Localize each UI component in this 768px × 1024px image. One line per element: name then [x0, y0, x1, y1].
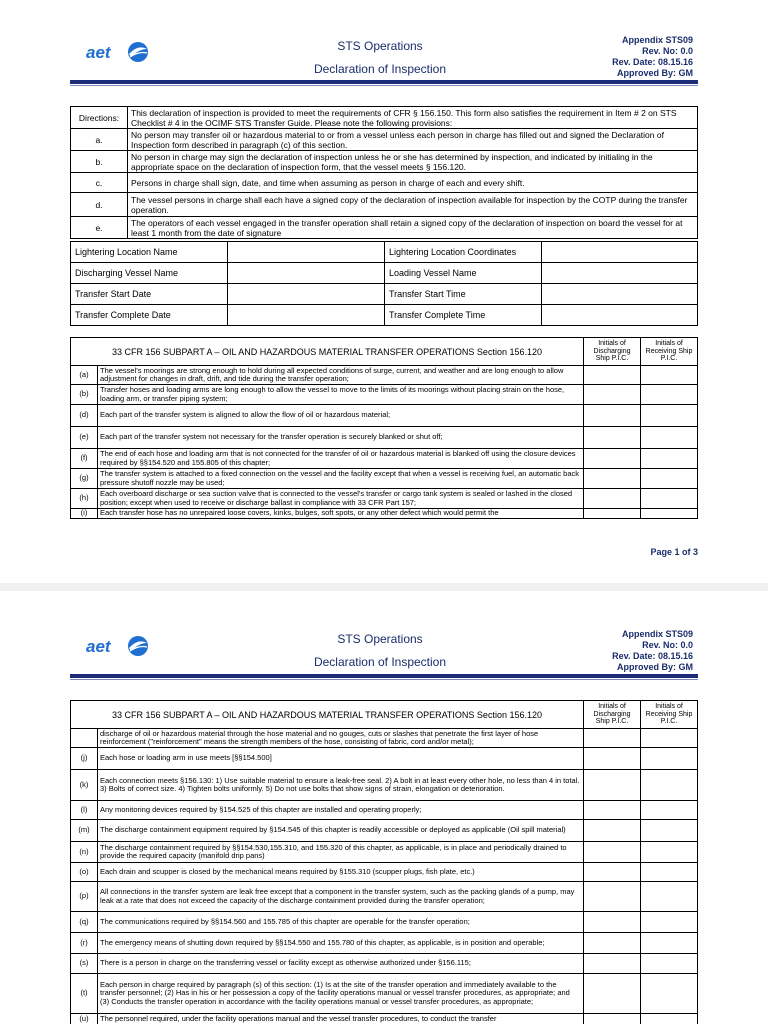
initials-cell[interactable] [584, 912, 641, 933]
header-title: STS Operations [337, 632, 423, 646]
direction-letter: c. [71, 173, 128, 193]
initials-cell[interactable] [641, 729, 698, 748]
initials-cell[interactable] [584, 974, 641, 1014]
initials-cell[interactable] [584, 1014, 641, 1024]
checklist-table-p1 [70, 337, 698, 519]
initials-cell[interactable] [584, 882, 641, 912]
item-text: discharge of oil or hazardous material through the hose material and no gouges, cuts or slashes that penetrate the first layer of hose reinforcement ("reinforcement" means the strength members of the hose, consisting of fabric, cord and/or metal); [98, 729, 584, 748]
initials-cell[interactable] [641, 405, 698, 427]
item-letter: (o) [71, 863, 98, 882]
initials-cell[interactable] [641, 449, 698, 469]
rev-date: Rev. Date: 08.15.16 [612, 651, 693, 661]
header-subtitle: Declaration of Inspection [313, 62, 447, 76]
initials-cell[interactable] [584, 469, 641, 489]
item-text: The communications required by §§154.560 and 155.785 of this chapter are operable for the transfer operation; [98, 912, 584, 933]
info-field[interactable] [542, 305, 698, 326]
info-field[interactable] [542, 284, 698, 305]
initials-cell[interactable] [584, 366, 641, 385]
initials-cell[interactable] [584, 801, 641, 820]
item-text: The transfer system is attached to a fixed connection on the vessel and the facility except that when a vessel is receiving fuel, an automatic back pressure shutoff nozzle may be used; [98, 469, 584, 489]
col-receiving-pic: Initials of Receiving Ship P.I.C. [641, 338, 698, 366]
initials-cell[interactable] [584, 385, 641, 405]
info-label: Transfer Start Time [385, 284, 542, 305]
header-rule-thin [70, 679, 698, 680]
doc-meta [612, 629, 693, 673]
approved-by: Approved By: GM [616, 662, 693, 672]
initials-cell[interactable] [641, 933, 698, 954]
item-letter: (u) [71, 1014, 98, 1024]
initials-cell[interactable] [641, 509, 698, 519]
item-text: Transfer hoses and loading arms are long enough to allow the vessel to move to the limits of its moorings without placing strain on the hose, loading arm, or transfer piping system; [98, 385, 584, 405]
initials-cell[interactable] [641, 974, 698, 1014]
initials-cell[interactable] [641, 842, 698, 863]
direction-letter: e. [71, 217, 128, 239]
direction-letter: b. [71, 151, 128, 173]
item-text: All connections in the transfer system are leak free except that a component in the transfer system, such as the packing glands of a pump, may leak at a rate that does not exceed the capacity of the discharge containment provided during the transfer operation; [98, 882, 584, 912]
checklist-table-p2 [70, 700, 698, 1024]
initials-cell[interactable] [584, 449, 641, 469]
item-letter: (j) [71, 748, 98, 770]
info-field[interactable] [542, 263, 698, 284]
header-rule [70, 80, 698, 84]
item-letter: (g) [71, 469, 98, 489]
direction-text: No person in charge may sign the declaration of inspection unless he or she has determined by inspection, and indicated by initialing in the appropriate space on the declaration of inspection form, that the vessel meets § 156.120. [128, 151, 698, 173]
info-label: Transfer Complete Time [385, 305, 542, 326]
initials-cell[interactable] [641, 1014, 698, 1024]
doc-meta [612, 35, 693, 79]
direction-text: No person may transfer oil or hazardous material to or from a vessel unless each person in charge has filled out and signed the Declaration of Inspection form described in paragraph (c) of this section. [128, 129, 698, 151]
directions-table [70, 106, 698, 239]
header-rule-thin [70, 85, 698, 86]
directions-intro: This declaration of inspection is provided to meet the requirements of CFR § 156.150. This form also satisfies the requirement in Item # 2 on STS Checklist # 4 in the OCIMF STS Transfer Guide. Please note the following provisions: [128, 107, 698, 129]
col-receiving-pic: Initials of Receiving Ship P.I.C. [641, 701, 698, 729]
directions-label: Directions: [71, 107, 128, 129]
initials-cell[interactable] [641, 427, 698, 449]
item-letter: (e) [71, 427, 98, 449]
initials-cell[interactable] [641, 489, 698, 509]
rev-no: Rev. No: 0.0 [642, 46, 693, 56]
item-letter: (m) [71, 820, 98, 842]
item-text: Each transfer hose has no unrepaired loose covers, kinks, bulges, soft spots, or any other defect which would permit the [98, 509, 584, 519]
checklist-title: 33 CFR 156 SUBPART A – OIL AND HAZARDOUS MATERIAL TRANSFER OPERATIONS Section 156.120 [71, 701, 584, 729]
direction-text: The operators of each vessel engaged in the transfer operation shall retain a signed copy of the declaration of inspection on board the vessel for at least 1 month from the date of signature [128, 217, 698, 239]
info-label: Lightering Location Name [71, 242, 228, 263]
initials-cell[interactable] [641, 469, 698, 489]
header-subtitle: Declaration of Inspection [313, 655, 447, 669]
item-text: Each drain and scupper is closed by the mechanical means required by §155.310 (scupper plugs, fish plate, etc.) [98, 863, 584, 882]
item-letter: (r) [71, 933, 98, 954]
item-letter: (p) [71, 882, 98, 912]
item-text: Each part of the transfer system is aligned to allow the flow of oil or hazardous material; [98, 405, 584, 427]
initials-cell[interactable] [584, 427, 641, 449]
rev-date: Rev. Date: 08.15.16 [612, 57, 693, 67]
appendix-label: Appendix STS09 [621, 35, 693, 45]
item-letter: (s) [71, 954, 98, 974]
item-letter: (q) [71, 912, 98, 933]
initials-cell[interactable] [641, 748, 698, 770]
header-rule [70, 674, 698, 678]
item-text: Each overboard discharge or sea suction valve that is connected to the vessel's transfer or cargo tank system is sealed or lashed in the closed position; except when used to receive or discharge ballast in compliance with 33 CFR Part 157; [98, 489, 584, 509]
initials-cell[interactable] [584, 820, 641, 842]
item-text: The vessel's moorings are strong enough to hold during all expected conditions of surge, current, and weather and are long enough to allow adjustment for changes in draft, drift, and tide during the transfer operation; [98, 366, 584, 385]
initials-cell[interactable] [584, 954, 641, 974]
info-label: Transfer Start Date [71, 284, 228, 305]
info-label: Lightering Location Coordinates [385, 242, 542, 263]
initials-cell[interactable] [584, 770, 641, 801]
item-text: The emergency means of shutting down required by §§154.550 and 155.780 of this chapter, as applicable, is in position and operable; [98, 933, 584, 954]
info-field[interactable] [228, 284, 385, 305]
direction-letter: a. [71, 129, 128, 151]
aet-logo-icon [86, 40, 150, 64]
initials-cell[interactable] [641, 863, 698, 882]
item-text: There is a person in charge on the transferring vessel or facility except as otherwise authorized under §156.115; [98, 954, 584, 974]
item-text: Any monitoring devices required by §154.525 of this chapter are installed and operating properly; [98, 801, 584, 820]
item-letter: (a) [71, 366, 98, 385]
item-letter [71, 729, 98, 748]
initials-cell[interactable] [641, 770, 698, 801]
item-letter: (i) [71, 509, 98, 519]
item-text: Each person in charge required by paragraph (s) of this section: (1) Is at the site of the transfer operation and immediately available to the transfer personnel; (2) Has in his or her possession a copy of the facility operations manual or vessel transfer procedures, as appropriate; and (3) Conducts the transfer operation in accordance with the facility operations manual or vessel transfer procedures, as appropriate; [98, 974, 584, 1014]
info-field[interactable] [542, 242, 698, 263]
info-field[interactable] [228, 242, 385, 263]
item-letter: (t) [71, 974, 98, 1014]
initials-cell[interactable] [641, 882, 698, 912]
item-text: The end of each hose and loading arm that is not connected for the transfer of oil or hazardous material is blanked off using the closure devices required by §§154.520 and 155.805 of this chapter; [98, 449, 584, 469]
initials-cell[interactable] [584, 842, 641, 863]
initials-cell[interactable] [584, 748, 641, 770]
item-text: The discharge containment required by §§154.530,155.310, and 155.320 of this chapter, as applicable, is in place and periodically drained to provide the required capacity (manifold drip pans) [98, 842, 584, 863]
col-discharging-pic: Initials of Discharging Ship P.I.C. [584, 701, 641, 729]
header-title: STS Operations [337, 39, 423, 53]
document-page-2 [0, 590, 768, 1024]
aet-logo-icon [86, 634, 150, 658]
initials-cell[interactable] [641, 954, 698, 974]
initials-cell[interactable] [641, 801, 698, 820]
col-discharging-pic: Initials of Discharging Ship P.I.C. [584, 338, 641, 366]
info-field[interactable] [228, 305, 385, 326]
page-number: Page 1 of 3 [650, 547, 698, 557]
initials-cell[interactable] [584, 863, 641, 882]
item-text: Each connection meets §156.130: 1) Use suitable material to ensure a leak-free seal. 2) A bolt in at least every other hole, no less than 4 in total. 3) Bolts of correct size. 4) Tighten bolts uniformly. 5) Do not use bolts that show signs of strain, elongation or deterioration. [98, 770, 584, 801]
initials-cell[interactable] [641, 366, 698, 385]
item-letter: (n) [71, 842, 98, 863]
item-letter: (b) [71, 385, 98, 405]
item-letter: (f) [71, 449, 98, 469]
item-letter: (k) [71, 770, 98, 801]
initials-cell[interactable] [584, 405, 641, 427]
initials-cell[interactable] [584, 729, 641, 748]
direction-text: The vessel persons in charge shall each have a signed copy of the declaration of inspection available for inspection by the COTP during the transfer operation. [128, 193, 698, 217]
svg-text:aet: aet [86, 43, 111, 62]
info-label: Discharging Vessel Name [71, 263, 228, 284]
info-label: Loading Vessel Name [385, 263, 542, 284]
item-text: The personnel required, under the facility operations manual and the vessel transfer procedures, to conduct the transfer [98, 1014, 584, 1024]
initials-cell[interactable] [584, 933, 641, 954]
direction-letter: d. [71, 193, 128, 217]
transfer-info-table [70, 241, 698, 326]
initials-cell[interactable] [584, 509, 641, 519]
approved-by: Approved By: GM [616, 68, 693, 78]
item-text: Each part of the transfer system not necessary for the transfer operation is securely blanked or shut off; [98, 427, 584, 449]
rev-no: Rev. No: 0.0 [642, 640, 693, 650]
initials-cell[interactable] [641, 820, 698, 842]
item-text: Each hose or loading arm in use meets [§§154.500] [98, 748, 584, 770]
svg-text:aet: aet [86, 637, 111, 656]
info-field[interactable] [228, 263, 385, 284]
item-text: The discharge containment equipment required by §154.545 of this chapter is readily accessible or deployed as applicable (Oil spill material) [98, 820, 584, 842]
checklist-title: 33 CFR 156 SUBPART A – OIL AND HAZARDOUS MATERIAL TRANSFER OPERATIONS Section 156.120 [71, 338, 584, 366]
appendix-label: Appendix STS09 [621, 629, 693, 639]
item-letter: (h) [71, 489, 98, 509]
initials-cell[interactable] [584, 489, 641, 509]
direction-text: Persons in charge shall sign, date, and time when assuming as person in charge of each and every shift. [128, 173, 698, 193]
item-letter: (d) [71, 405, 98, 427]
info-label: Transfer Complete Date [71, 305, 228, 326]
item-letter: (l) [71, 801, 98, 820]
initials-cell[interactable] [641, 912, 698, 933]
initials-cell[interactable] [641, 385, 698, 405]
